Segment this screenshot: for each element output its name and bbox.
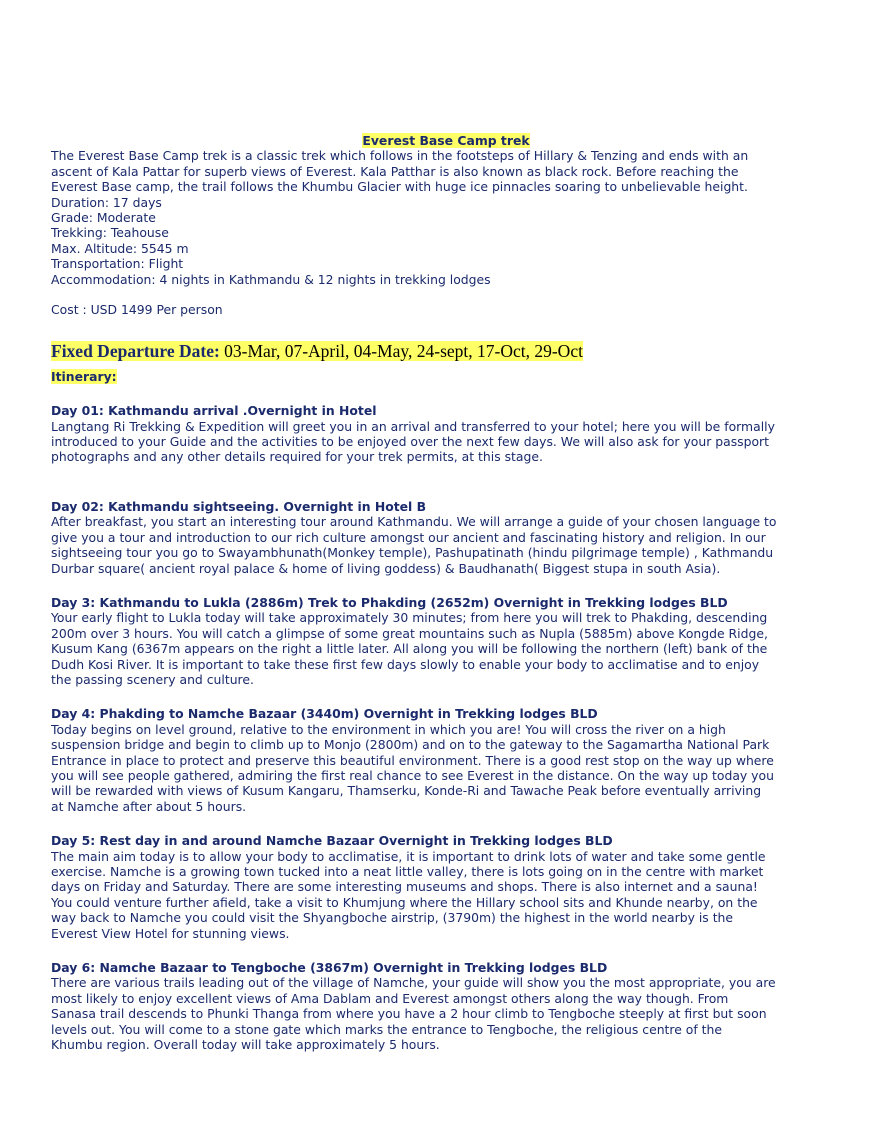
- fact-max-altitude: Max. Altitude: 5545 m: [51, 240, 189, 256]
- itinerary-label: Itinerary:: [51, 368, 117, 384]
- day-line: give you a tour and introduction to our rich culture amongst our ancient and fascinating history and religion. In our: [51, 529, 766, 545]
- day-line: at Namche after about 5 hours.: [51, 798, 247, 814]
- day-line: introduced to your Guide and the activities to be enjoyed over the next few days. We will also ask for your passport: [51, 434, 770, 450]
- cost: Cost : USD 1499 Per person: [51, 302, 223, 318]
- day-title: Day 6: Namche Bazaar to Tengboche (3867m) Overnight in Trekking lodges BLD: [51, 960, 608, 976]
- day-line: sightseeing tour you go to Swayambhunath(Monkey temple), Pashupatinath (hindu pilgrimage temple) , Kathmandu: [51, 545, 774, 561]
- title-wrap: [71, 133, 821, 148]
- fact-duration: Duration: 17 days: [51, 194, 162, 210]
- day-line: will be rewarded with views of Kusum Kangaru, Thamserku, Konde-Ri and Tawache Peak before eventually arriving: [51, 783, 762, 799]
- day-section: [51, 595, 821, 687]
- day-line: After breakfast, you start an interesting tour around Kathmandu. We will arrange a guide of your chosen language to: [51, 514, 777, 530]
- itinerary-heading: [51, 369, 821, 384]
- fixed-departure-label: Fixed Departure Date:: [51, 340, 220, 361]
- day-line: way back to Namche you could visit the Shyangboche airstrip, (3790m) the highest in the world nearby is the: [51, 910, 734, 926]
- day-line: the passing scenery and culture.: [51, 671, 254, 687]
- day-line: 200m over 3 hours. You will catch a glimpse of some great mountains such as Nupla (5885m) above Kongde Ridge,: [51, 625, 768, 641]
- day-line: exercise. Namche is a growing town tucked into a neat little valley, there is lots going on in the centre with market: [51, 864, 764, 880]
- fact-trekking: Trekking: Teahouse: [51, 225, 169, 241]
- day-line: Kusum Kang (6367m appears on the right a little later. All along you will be following the northern (left) bank of the: [51, 641, 768, 657]
- day-section: [51, 960, 821, 1052]
- intro-line: Everest Base camp, the trail follows the Khumbu Glacier with huge ice pinnacles soaring to unbelievable height.: [51, 179, 748, 195]
- day-line: Your early flight to Lukla today will take approximately 30 minutes; from here you will trek to Phakding, descending: [51, 610, 768, 626]
- day-line: Dudh Kosi River. It is important to take these first few days slowly to enable your body to acclimatise and to enjoy: [51, 656, 760, 672]
- day-line: Today begins on level ground, relative to the environment in which you are! You will cross the river on a high: [51, 721, 726, 737]
- intro-paragraph: [51, 148, 821, 194]
- day-title: Day 5: Rest day in and around Namche Bazaar Overnight in Trekking lodges BLD: [51, 833, 613, 849]
- day-title: Day 01: Kathmandu arrival .Overnight in Hotel: [51, 403, 377, 419]
- day-section: [51, 403, 821, 465]
- day-line: suspension bridge and begin to climb up to Monjo (2800m) and on to the gateway to the Sagamartha National Park: [51, 737, 770, 753]
- page-title: Everest Base Camp trek: [362, 133, 530, 148]
- day-line: Entrance in place to protect and preserve this beautiful environment. There is a good rest stop on the way up where: [51, 752, 774, 768]
- day-title: Day 3: Kathmandu to Lukla (2886m) Trek to Phakding (2652m) Overnight in Trekking lodges BLD: [51, 594, 728, 610]
- day-line: There are various trails leading out of the village of Namche, your guide will show you the most appropriate, you are: [51, 975, 776, 991]
- day-section: [51, 499, 821, 576]
- intro-line: ascent of Kala Pattar for superb views of Everest. Kala Patthar is also known as black rock. Before reaching the: [51, 163, 739, 179]
- fact-grade: Grade: Moderate: [51, 210, 156, 226]
- day-line: photographs and any other details required for your trek permits, at this stage.: [51, 449, 543, 465]
- day-line: most likely to enjoy excellent views of Ama Dablam and Everest amongst others along the way though. From: [51, 990, 729, 1006]
- day-line: Sanasa trail descends to Phunki Thanga from where you have a 2 hour climb to Tengboche steeply at first but soon: [51, 1006, 767, 1022]
- fixed-departure-highlight: [51, 341, 583, 361]
- day-line: days on Friday and Saturday. There are some interesting museums and shops. There is also internet and a sauna!: [51, 879, 758, 895]
- trek-facts: [51, 195, 821, 287]
- day-line: levels out. You will come to a stone gate which marks the entrance to Tengboche, the religious centre of the: [51, 1021, 723, 1037]
- day-line: You could venture further afield, take a visit to Khumjung where the Hillary school sits and Khunde nearby, on the: [51, 894, 758, 910]
- day-line: Langtang Ri Trekking & Expedition will greet you in an arrival and transferred to your hotel; here you will be formally: [51, 418, 775, 434]
- day-line: Everest View Hotel for stunning views.: [51, 925, 290, 941]
- fact-transportation: Transportation: Flight: [51, 256, 184, 272]
- fixed-departure-dates: 03-Mar, 07-April, 04-May, 24-sept, 17-Oct, 29-Oct: [219, 340, 583, 361]
- day-line: you will see people gathered, admiring the first real chance to see Everest in the distance. On the way up today you: [51, 767, 774, 783]
- intro-line: The Everest Base Camp trek is a classic trek which follows in the footsteps of Hillary & Tenzing and ends with an: [51, 148, 749, 164]
- day-line: The main aim today is to allow your body to acclimatise, it is important to drink lots of water and take some gentle: [51, 848, 766, 864]
- day-title: Day 02: Kathmandu sightseeing. Overnight in Hotel B: [51, 498, 427, 514]
- day-title: Day 4: Phakding to Namche Bazaar (3440m) Overnight in Trekking lodges BLD: [51, 706, 598, 722]
- day-section: [51, 706, 821, 814]
- day-line: Khumbu region. Overall today will take approximately 5 hours.: [51, 1037, 440, 1053]
- day-section: [51, 833, 821, 941]
- fixed-departure: [51, 341, 821, 361]
- document-page: [51, 133, 821, 1052]
- fact-accommodation: Accommodation: 4 nights in Kathmandu & 12 nights in trekking lodges: [51, 271, 491, 287]
- day-line: Durbar square( ancient royal palace & home of living goddess) & Baudhanath( Biggest stupa in south Asia).: [51, 560, 721, 576]
